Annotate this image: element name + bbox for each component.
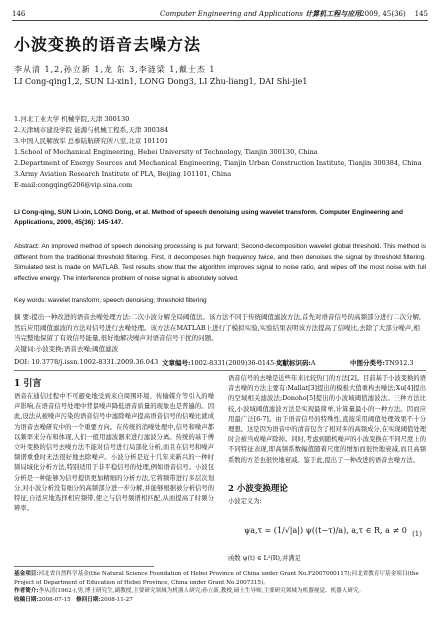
body-left-column: 语音在通信过程中不可避免地受到来自周围环境、传输媒介等引入的噪声影响,在语音信号处理中背景噪声降低语音质量的现象也是普遍的。因此,设法从被噪声污染的语音信号中滤除噪声提高语音信号的信噪比就成为语音去噪研究中的一个重要方向。在传统的消噪处理中,信号和噪声都以频率来分布和体现,人们一般用滤波器来进行滤波分离。传统的基于傅立叶变换的信号去噪方法不能对信号进行局部化分析,而且在信号和噪声频谱重叠时无法很好地去除噪声。小波分析是近十几年来新兴的一种时频局域化分析方法,特别适用于非平稳信号的处理,例如语音信号。小波包分析是一种能够为信号提供更加精细的分析方法,它将频带进行多层次划分,对小波分析没有细分的高频部分进一步分解,并能够根据被分析信号的特征,自适应地选择相应频带,使之与信号频谱相匹配,从而提高了时频分辨率。 bbox=[14, 393, 214, 513]
received-date: 2008-07-15 bbox=[38, 596, 71, 603]
funding-note bbox=[14, 570, 426, 587]
abstract-chinese bbox=[14, 312, 426, 354]
keywords-english: Key words: wavelet transform; speech denoising; threshold filtering bbox=[14, 297, 207, 304]
doc-code-label: 文献标识码: bbox=[276, 359, 311, 367]
clc-number bbox=[350, 358, 414, 367]
footnote-divider bbox=[14, 566, 154, 567]
body-right-column: 语音信号的去噪是近些年来比较热门的方法[2]。目前基于小波变换的语音去噪的方法主要有:Mallat[3]提出的模极大值重构去噪法;Xu[4]提出的空域相关滤波法;Donoho[5]提出的小波域阈值滤波法。三种方法比较,小波域阈值滤波方法是实现最简单,计算量最小的一种方法。因而应用最广泛[6-7]。由于语音信号的特殊性,直接采用阈值处理效果不十分理想。这是因为语音中的清音包含了相对多的高频成分,在实现阈值处理时会被当成噪声除掉。同时,考虑到随机噪声的小波变换在不同尺度上的不同特征表现,即高频系数幅值随着尺度的增加而很快地衰减,而且高频系数的方差也很快地衰减。鉴于此,提出了一种改进的语音去噪方法。 bbox=[228, 375, 426, 464]
affiliation-line: 2.Department of Energy Sources and Mechanical Engineering, Tianjin Urban Construction Institute, Tianjin 300384, China bbox=[14, 159, 422, 167]
section-heading-wavelet: 2 小波变换理论 bbox=[228, 484, 288, 494]
bio-text: 李从清(1962-),男,博士研究生,副教授,主要研究领域为机器人研究;孙立新,教授,硕士生导师,主要研究领域为机器视觉、机器人研究。 bbox=[38, 588, 365, 594]
equation-number: (1) bbox=[412, 530, 422, 538]
journal-name-en: Computer Engineering and Applications bbox=[160, 10, 303, 18]
page-number-right: 145 bbox=[414, 10, 428, 18]
revised-date: 2008-11-27 bbox=[100, 596, 133, 603]
doc-code bbox=[276, 358, 316, 367]
received-label: 收稿日期: bbox=[14, 596, 39, 603]
author-bio bbox=[14, 587, 426, 596]
doc-code-value: A bbox=[310, 359, 316, 367]
footnote bbox=[14, 570, 426, 604]
journal-name-cn: 计算机工程与应用 bbox=[305, 9, 362, 18]
clc-label: 中图分类号: bbox=[350, 359, 385, 367]
divider bbox=[14, 370, 426, 371]
journal-name bbox=[160, 8, 361, 20]
page-number-left: 146 bbox=[12, 10, 26, 18]
body-right-text: 小波定义为: bbox=[228, 498, 262, 505]
affiliation-line: 3.Army Aviation Research Institute of PLA, Beijing 101101, China bbox=[14, 170, 232, 178]
affiliation-line: 1.河北工业大学 机械学院,天津 300130 bbox=[14, 115, 130, 123]
issue-info bbox=[360, 8, 428, 20]
authors-chinese: 李从清 1,2,孙立新 1,龙 东 3,李涟梁 1,戴士杰 1 bbox=[14, 65, 216, 74]
affiliation-line: 2.天津城市建设学院 能源与机械工程系,天津 300384 bbox=[14, 126, 169, 134]
email-line: E-mail:congqing6206@vip.sina.com bbox=[14, 181, 133, 189]
doi: DOI: 10.3778/j.issn.1002-8331.2009.36.043 bbox=[14, 358, 159, 366]
revised-label: 修回日期: bbox=[76, 596, 101, 603]
bio-label: 作者简介: bbox=[14, 588, 39, 594]
issue-number: 2009, 45(36) bbox=[360, 10, 406, 18]
article-title: 小波变换的语音去噪方法 bbox=[14, 35, 202, 54]
citation-english: LI Cong-qing, SUN Li-xin, LONG Dong, et al. Method of speech denoising using wavelet transform. Computer Engineering and Applications, 2009, 45(36): 145-147. bbox=[14, 209, 403, 226]
abstract-english: Abstract: An improved method of speech denoising processing is put forward; Second-decomposition wavelet global threshold. This method is different from the traditional threshold filtering. First, it decomposes high frequency twice, and then denoises the signal by threshold filtering. Simulated test is made on MATLAB. Test results show that the algorithm improves signal to noise ratio, and wipes off the most noise with full effective energy. The interference problem of noise signal is absolutely solved. bbox=[14, 243, 426, 282]
section-heading-intro: 1 引言 bbox=[14, 379, 42, 389]
equation-text: ψa,τ = (1/√|a|) ψ((t−τ)/a), a,τ ∈ R, a ≠ 0 bbox=[244, 526, 407, 535]
article-id-value: 1002-8331(2009)36-0145-03 bbox=[190, 359, 285, 367]
affiliation-line: 3.中国人民解放军 总参陆航研究所八室,北京 101101 bbox=[14, 137, 169, 145]
abstract-chinese-text: 摘 要:提出一种改进的语音去噪处理方法:二次小波分解全局阈值法。该方法不同于传统阈值滤波方法,首先对语音信号的高频部分进行二次分解,然后应用阈值滤波的方法对信号进行去噪处理。该方法在MATLAB上进行了模拟实验,实验结果表明该方法提高了信噪比,去除了大部分噪声,相当完整地保留了有效信号能量,很好地解决噪声对语音信号干扰的问题。 bbox=[14, 313, 422, 342]
article-id-label: 文章编号: bbox=[162, 359, 191, 367]
article-id bbox=[162, 358, 285, 367]
dates bbox=[14, 596, 426, 605]
clc-value: TN912.3 bbox=[384, 359, 414, 367]
authors-english: LI Cong-qing1,2, SUN Li-xin1, LONG Dong3, LI Zhu-liang1, DAI Shi-jie1 bbox=[14, 77, 308, 86]
funding-text: 河北省自然科学基金(the Natural Science Foundation of Hebei Province of China under Grant No.F2007000117);河北省教育厅基金项目(the Project of Department of Education of Hebei Province, China under Grant No.2007315)。 bbox=[14, 571, 419, 586]
equation-1 bbox=[244, 520, 426, 548]
keywords-chinese: 关键词:小波变换;语音去噪;阈值滤波 bbox=[14, 344, 119, 353]
running-header bbox=[12, 8, 428, 21]
funding-label: 基金项目: bbox=[14, 571, 39, 577]
affiliations bbox=[14, 114, 422, 191]
body-right-text-2: 函数 ψ(t) ∈ L²(R),并满足 bbox=[228, 555, 301, 562]
affiliation-line: 1.School of Mechanical Engineering, Hebei University of Technology, Tianjin 300130, China bbox=[14, 148, 318, 156]
